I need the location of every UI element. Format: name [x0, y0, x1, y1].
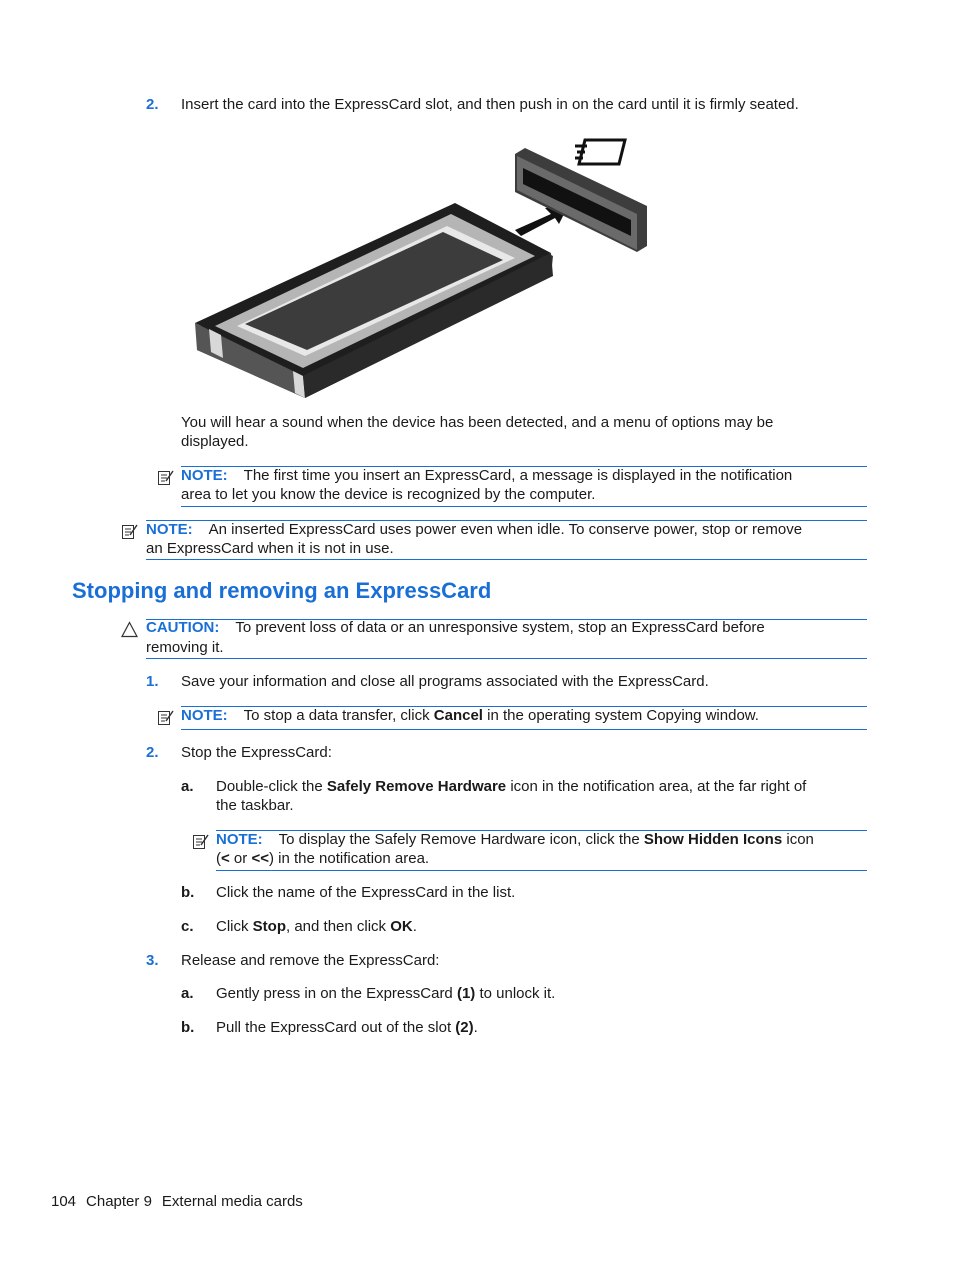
- substep-letter: c.: [181, 918, 194, 935]
- note-text: in the operating system Copying window.: [482, 707, 759, 724]
- substep-bold: (2): [455, 1019, 474, 1036]
- body-text: You will hear a sound when the device has been detected, and a menu of options may be: [181, 414, 774, 431]
- note-bold: <<: [251, 850, 269, 867]
- caution-label: CAUTION:: [146, 619, 220, 636]
- note-label: NOTE:: [181, 467, 228, 484]
- expresscard-illustration: [185, 128, 665, 408]
- body-text: displayed.: [181, 433, 249, 450]
- note-text: an ExpressCard when it is not in use.: [146, 540, 394, 557]
- expresscard-logo-icon: [575, 140, 625, 164]
- substep-line: [216, 917, 417, 936]
- substep-text: Gently press in on the ExpressCard: [216, 985, 457, 1002]
- note-bold: <: [221, 850, 230, 867]
- substep-bold: (1): [456, 985, 476, 1002]
- substep-text: Click: [216, 918, 253, 935]
- substep-text: Pull the ExpressCard out of the slot: [216, 1019, 456, 1036]
- step-number: 3.: [146, 952, 159, 969]
- note-rule: [216, 870, 867, 871]
- note-icon: [157, 709, 174, 726]
- note-text: To stop a data transfer, click: [243, 707, 434, 724]
- note-rule: [181, 506, 867, 507]
- substep-letter: b.: [181, 884, 195, 901]
- note-text: The first time you insert an ExpressCard, a message is displayed in the notification: [243, 467, 793, 484]
- note-text: area to let you know the device is recognized by the computer.: [181, 486, 596, 503]
- substep-text: .: [412, 918, 417, 935]
- substep-text: to unlock it.: [475, 985, 556, 1002]
- section-heading: Stopping and removing an ExpressCard: [72, 578, 492, 603]
- note-label: NOTE:: [216, 831, 263, 848]
- note-text: To display the Safely Remove Hardware icon, click the: [278, 831, 644, 848]
- step-text: Stop the ExpressCard:: [181, 744, 332, 761]
- step-text: Release and remove the ExpressCard:: [181, 952, 440, 969]
- substep-bold: OK: [390, 918, 413, 935]
- caution-text: removing it.: [146, 639, 224, 656]
- note-text: (: [216, 850, 221, 867]
- step-number: 2.: [146, 744, 159, 761]
- note-label: NOTE:: [146, 521, 193, 538]
- substep-text: Click the name of the ExpressCard in the list.: [216, 884, 516, 901]
- substep-text: the taskbar.: [216, 797, 294, 814]
- note-icon: [157, 469, 174, 486]
- substep-letter: a.: [181, 985, 194, 1002]
- substep-line: [216, 1018, 478, 1037]
- note-line: [181, 706, 759, 725]
- substep-line: [216, 984, 555, 1003]
- note-text: icon: [782, 831, 814, 848]
- note-text: or: [229, 850, 252, 867]
- substep-letter: a.: [181, 778, 194, 795]
- note-rule: [146, 559, 867, 560]
- caution-text: To prevent loss of data or an unresponsive system, stop an ExpressCard before: [235, 619, 765, 636]
- substep-text: , and then click: [286, 918, 391, 935]
- expresscard-image: [195, 203, 553, 398]
- page-number: 104: [51, 1193, 77, 1210]
- note-rule: [181, 729, 867, 730]
- note-bold: Show Hidden Icons: [643, 831, 783, 848]
- footer-title: External media cards: [161, 1193, 303, 1210]
- note-bold: Cancel: [433, 707, 483, 724]
- note-text: An inserted ExpressCard uses power even when idle. To conserve power, stop or remove: [208, 521, 803, 538]
- page-footer: [51, 1192, 313, 1211]
- step-number: 1.: [146, 673, 159, 690]
- footer-chapter: Chapter 9: [86, 1193, 152, 1210]
- substep-text: .: [473, 1019, 478, 1036]
- substep-bold: Stop: [252, 918, 286, 935]
- step-number: 2.: [146, 96, 159, 113]
- substep-bold: Safely Remove Hardware: [326, 778, 507, 795]
- substep-letter: b.: [181, 1019, 195, 1036]
- note-text: ) in the notification area.: [268, 850, 430, 867]
- note-line: [216, 830, 814, 849]
- note-icon: [121, 523, 138, 540]
- step-text: Save your information and close all programs associated with the ExpressCard.: [181, 673, 709, 690]
- caution-rule: [146, 658, 867, 659]
- caution-icon: [121, 621, 138, 638]
- note-line: [216, 849, 429, 868]
- note-line: [181, 466, 792, 485]
- note-label: NOTE:: [181, 707, 228, 724]
- substep-text: Double-click the: [216, 778, 327, 795]
- step-text: Insert the card into the ExpressCard slot, and then push in on the card until it is firmly seated.: [181, 96, 799, 113]
- substep-text: icon in the notification area, at the far right of: [506, 778, 807, 795]
- substep-line: [216, 777, 806, 796]
- note-icon: [192, 833, 209, 850]
- note-line: [146, 520, 802, 539]
- caution-line: [146, 618, 765, 637]
